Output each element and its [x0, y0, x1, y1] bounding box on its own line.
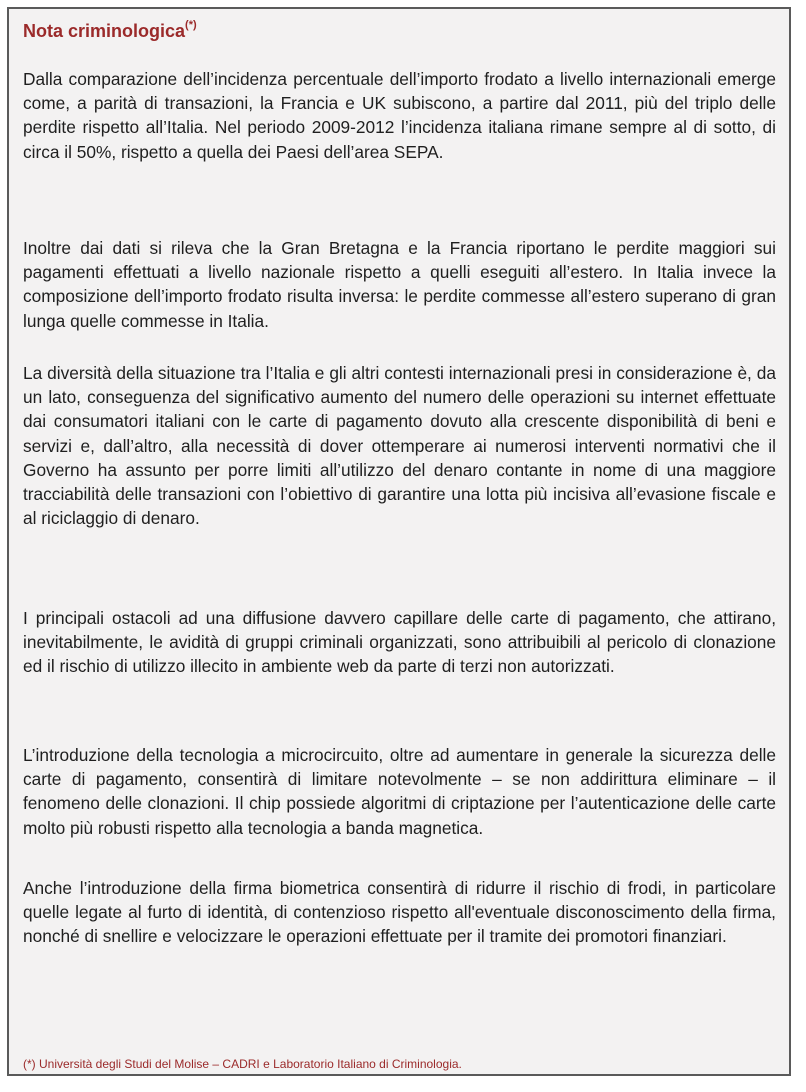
note-paragraph-2: Inoltre dai dati si rileva che la Gran Bretagna e la Francia riportano le perdite maggiori sui pagamenti effettuati a livello nazionale rispetto a quelli eseguiti all’estero. In Italia invece la composizione dell’importo frodato risulta inversa: le perdite commesse all’estero superano di gran lunga quelle commesse in Italia. [23, 238, 776, 331]
note-paragraph-6: Anche l’introduzione della firma biometrica consentirà di ridurre il rischio di frodi, in particolare quelle legate al furto di identità, di contenzioso rispetto all'eventuale disconoscimento della firma, nonché di snellire e velocizzare le operazioni effettuate per il tramite dei promotori finanziari. [23, 878, 776, 947]
note-title [23, 21, 197, 42]
note-paragraph-1: Dalla comparazione dell’incidenza percentuale dell’importo frodato a livello internazionali emerge come, a parità di transazioni, la Francia e UK subiscono, a partire dal 2011, più del triplo delle perdite rispetto all’Italia. Nel periodo 2009-2012 l’incidenza italiana rimane sempre al di sotto, di circa il 50%, rispetto a quella dei Paesi dell’area SEPA. [23, 69, 776, 162]
note-paragraph-5: L’introduzione della tecnologia a microcircuito, oltre ad aumentare in generale la sicurezza delle carte di pagamento, consentirà di limitare notevolmente – se non addirittura eliminare – il fenomeno delle clonazioni. Il chip possiede algoritmi di criptazione per l’autenticazione delle carte molto più robusti rispetto alla tecnologia a banda magnetica. [23, 745, 776, 838]
note-title-text: Nota criminologica [23, 21, 186, 41]
note-title-footnote-marker: (*) [185, 19, 197, 31]
note-paragraph-3: La diversità della situazione tra l’Italia e gli altri contesti internazionali presi in considerazione è, da un lato, conseguenza del significativo aumento del numero delle operazioni su internet effettuate dai consumatori italiani con le carte di pagamento dovuto alla crescente disponibilità di beni e servizi e, dall’altro, alla necessità di dover ottemperare ai numerosi interventi normativi che il Governo ha assunto per porre limiti all’utilizzo del denaro contante in nome di una maggiore tracciabilità delle transazioni con l’obiettivo di garantire una lotta più incisiva all’evasione fiscale e al riciclaggio di denaro. [23, 363, 776, 529]
note-footnote: (*) Università degli Studi del Molise – CADRI e Laboratorio Italiano di Criminologia. [23, 1057, 462, 1071]
note-paragraph-4: I principali ostacoli ad una diffusione davvero capillare delle carte di pagamento, che attirano, inevitabilmente, le avidità di gruppi criminali organizzati, sono attribuibili al pericolo di clonazione ed il rischio di utilizzo illecito in ambiente web da parte di terzi non autorizzati. [23, 608, 776, 677]
criminology-note-box [7, 7, 791, 1076]
